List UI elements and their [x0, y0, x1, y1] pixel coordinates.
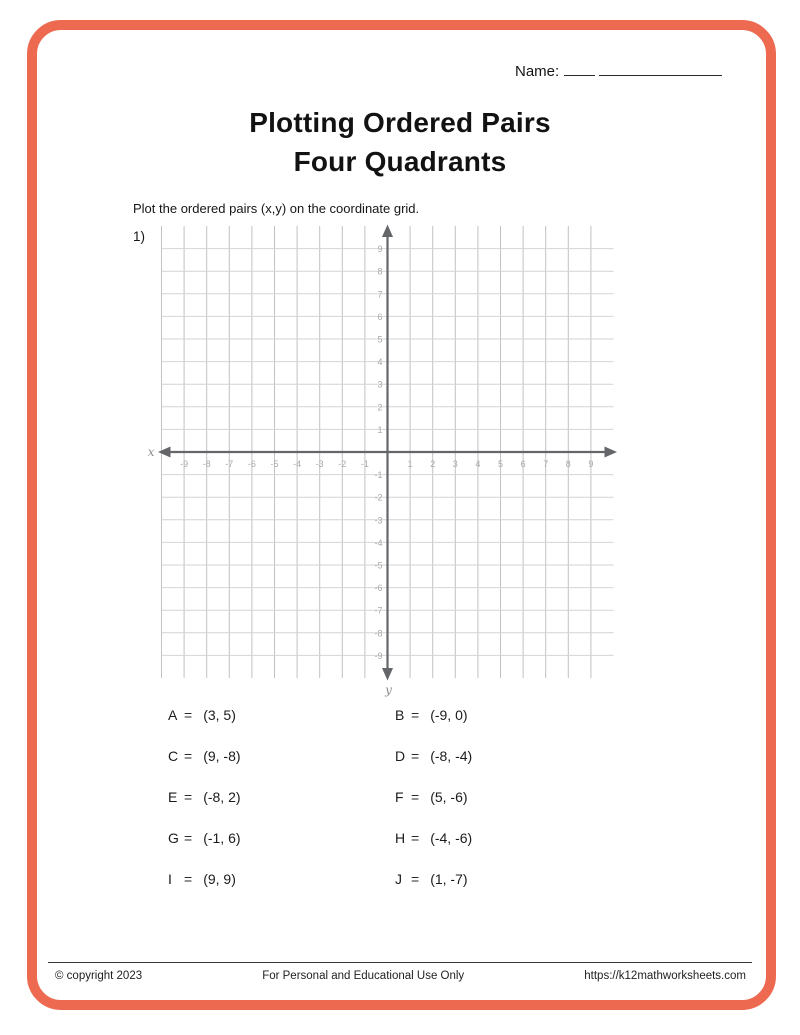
pair-label: F: [395, 789, 404, 805]
svg-text:2: 2: [430, 459, 436, 469]
svg-text:5: 5: [497, 459, 504, 469]
svg-text:9: 9: [588, 459, 594, 469]
ordered-pairs-list: [168, 706, 472, 888]
copyright-text: © copyright 2023: [55, 970, 143, 982]
ordered-pair-J: [395, 870, 472, 888]
title-line-1: Plotting Ordered Pairs: [249, 107, 551, 138]
svg-text:-3: -3: [315, 459, 324, 469]
svg-text:-4: -4: [374, 537, 383, 548]
equals-sign: =: [411, 748, 420, 764]
svg-text:-8: -8: [374, 628, 383, 639]
footer: [48, 970, 752, 982]
name-blank-line: [564, 57, 595, 76]
svg-text:4: 4: [475, 459, 481, 469]
coordinate-grid: [130, 215, 635, 702]
equals-sign: =: [184, 871, 193, 887]
equals-sign: =: [411, 789, 420, 805]
pair-label: I: [168, 871, 172, 887]
pair-label: E: [168, 789, 178, 805]
worksheet-title: [0, 103, 800, 181]
pair-value: (-4, -6): [430, 830, 473, 846]
title-line-2: Four Quadrants: [293, 146, 507, 177]
ordered-pair-A: [168, 706, 395, 724]
equals-sign: =: [411, 830, 420, 846]
ordered-pair-F: [395, 788, 472, 806]
ordered-pair-C: [168, 747, 395, 765]
equals-sign: =: [411, 707, 420, 723]
name-label: Name:: [515, 63, 560, 80]
ordered-pair-E: [168, 788, 395, 806]
pair-label: C: [168, 748, 179, 764]
y-axis-label: y: [385, 683, 392, 697]
svg-text:-7: -7: [225, 459, 234, 469]
svg-text:8: 8: [565, 459, 571, 469]
svg-text:-6: -6: [247, 459, 256, 469]
x-axis-label: x: [147, 445, 155, 459]
usage-text: For Personal and Educational Use Only: [262, 970, 465, 982]
name-blank-line-2: [599, 57, 722, 76]
pair-value: (-8, -4): [430, 748, 473, 764]
pair-label: B: [395, 707, 405, 723]
svg-text:2: 2: [377, 402, 383, 413]
name-row: [515, 57, 722, 80]
ordered-pair-D: [395, 747, 472, 765]
svg-text:7: 7: [543, 459, 549, 469]
svg-text:8: 8: [377, 266, 383, 277]
svg-text:-4: -4: [293, 459, 302, 469]
svg-text:3: 3: [452, 459, 458, 469]
svg-text:-9: -9: [180, 459, 189, 469]
svg-text:7: 7: [377, 289, 383, 300]
footer-divider: [48, 962, 752, 963]
svg-text:9: 9: [377, 244, 383, 255]
pair-label: A: [168, 707, 178, 723]
ordered-pair-G: [168, 829, 395, 847]
svg-text:-8: -8: [202, 459, 211, 469]
equals-sign: =: [184, 789, 193, 805]
svg-text:5: 5: [377, 334, 383, 345]
ordered-pair-B: [395, 706, 472, 724]
pair-label: H: [395, 830, 406, 846]
ordered-pair-H: [395, 829, 472, 847]
svg-text:-9: -9: [374, 650, 383, 661]
pair-label: D: [395, 748, 406, 764]
svg-text:4: 4: [377, 357, 383, 368]
svg-text:6: 6: [377, 311, 383, 322]
svg-text:-1: -1: [374, 470, 383, 481]
equals-sign: =: [411, 871, 420, 887]
website-link: https://k12mathworksheets.com: [584, 970, 746, 982]
pair-value: (5, -6): [430, 789, 468, 805]
pair-value: (3, 5): [203, 707, 236, 723]
pair-value: (9, 9): [203, 871, 236, 887]
svg-text:-6: -6: [374, 583, 383, 594]
ordered-pair-I: [168, 870, 395, 888]
svg-text:1: 1: [377, 424, 383, 435]
pair-value: (9, -8): [203, 748, 241, 764]
svg-text:1: 1: [407, 459, 413, 469]
svg-text:-5: -5: [270, 459, 279, 469]
pair-value: (1, -7): [430, 871, 468, 887]
equals-sign: =: [184, 707, 193, 723]
svg-text:-2: -2: [338, 459, 347, 469]
pair-value: (-8, 2): [203, 789, 241, 805]
instruction-text: Plot the ordered pairs (x,y) on the coordinate grid.: [133, 201, 420, 216]
svg-text:-3: -3: [374, 515, 383, 526]
svg-text:6: 6: [520, 459, 526, 469]
svg-text:-7: -7: [374, 605, 383, 616]
pair-value: (-9, 0): [430, 707, 468, 723]
pair-label: G: [168, 830, 179, 846]
pair-value: (-1, 6): [203, 830, 241, 846]
svg-text:-5: -5: [374, 560, 383, 571]
equals-sign: =: [184, 830, 193, 846]
problem-number-label: 1): [133, 229, 146, 244]
svg-text:-2: -2: [374, 492, 383, 503]
equals-sign: =: [184, 748, 193, 764]
pair-label: J: [395, 871, 402, 887]
svg-text:3: 3: [377, 379, 383, 390]
svg-text:-1: -1: [360, 459, 369, 469]
